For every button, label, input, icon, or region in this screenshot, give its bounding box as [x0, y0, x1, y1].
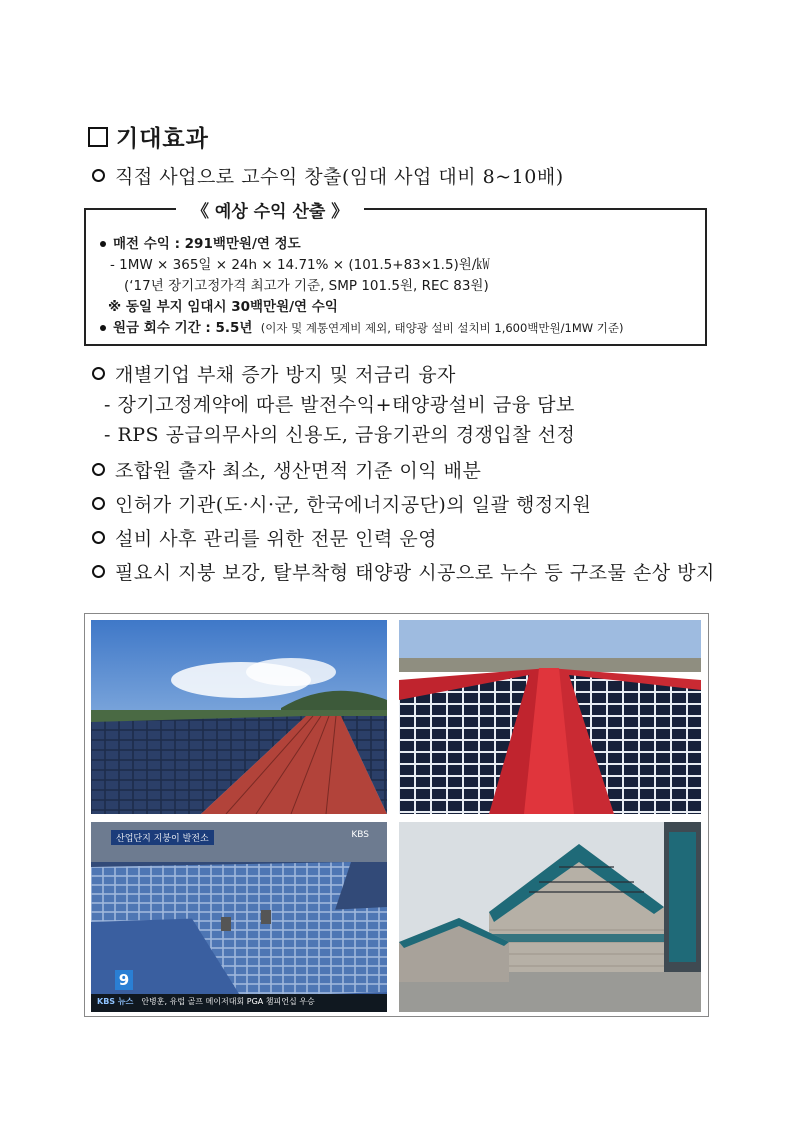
bullet-maintenance — [92, 524, 437, 551]
bullet-text: 직접 사업으로 고수익 창출(임대 사업 대비 8~10배) — [115, 166, 564, 188]
bullet-low-interest — [92, 360, 456, 387]
payback-note-text: (이자 및 계통연계비 제외, 태양광 설비 설치비 1,600백만원/1MW 기준) — [260, 321, 624, 335]
bullet-text: 설비 사후 관리를 위한 전문 인력 운영 — [115, 528, 438, 550]
dot-bullet-icon — [100, 241, 106, 247]
revenue-line-formula: - 1MW × 365일 × 24h × 14.71% × (101.5+83×1.5)원/㎾ — [110, 257, 490, 273]
circle-bullet-icon — [92, 565, 105, 578]
news-ticker-label: KBS 뉴스 — [97, 997, 134, 1006]
photo-red-roof-panels — [399, 620, 701, 814]
revenue-sales-text: 매전 수익 : 291백만원/연 정도 — [113, 236, 301, 252]
bullet-profit-share — [92, 456, 481, 483]
circle-bullet-icon — [92, 463, 105, 476]
photo-grid — [84, 613, 709, 1017]
sub-item-collateral: - 장기고정계약에 따른 발전수익+태양광설비 금융 담보 — [104, 394, 575, 416]
bullet-high-profit — [92, 162, 564, 189]
bullet-text: 필요시 지붕 보강, 탈부착형 태양광 시공으로 누수 등 구조물 손상 방지 — [115, 562, 715, 584]
sub-item-rps: - RPS 공급의무사의 신용도, 금융기관의 경쟁입찰 선정 — [104, 424, 576, 446]
photo-factory-building — [399, 822, 701, 1012]
revenue-box-title: 《 예상 수익 산출 》 — [176, 197, 364, 222]
payback-period-text: 원금 회수 기간 : 5.5년 — [113, 320, 253, 336]
revenue-line-lease: ※ 동일 부지 임대시 30백만원/연 수익 — [108, 299, 338, 315]
section-heading — [88, 120, 209, 153]
photo-news-screenshot — [91, 822, 387, 1012]
photo-solar-roof-sky — [91, 620, 387, 814]
circle-bullet-icon — [92, 531, 105, 544]
checkbox-icon — [88, 127, 108, 147]
revenue-line-basis: (‘17년 장기고정가격 최고가 기준, SMP 101.5원, REC 83원) — [124, 278, 489, 294]
revenue-box — [84, 202, 707, 346]
news-brand-logo: KBS — [351, 830, 369, 840]
circle-bullet-icon — [92, 497, 105, 510]
news-ticker — [97, 996, 315, 1007]
channel-number-badge: 9 — [115, 970, 133, 990]
section-heading-text: 기대효과 — [116, 126, 209, 152]
bullet-roof-reinforce — [92, 558, 715, 585]
dot-bullet-icon — [100, 325, 106, 331]
bullet-text: 인허가 기관(도·시·군, 한국에너지공단)의 일괄 행정지원 — [115, 494, 592, 516]
revenue-line-sales — [100, 232, 301, 252]
circle-bullet-icon — [92, 367, 105, 380]
circle-bullet-icon — [92, 169, 105, 182]
revenue-line-payback — [100, 316, 624, 336]
news-ticker-text: 안병훈, 유럽 골프 메이저대회 PGA 챔피언십 우승 — [141, 997, 315, 1006]
news-caption: 산업단지 지붕이 발전소 — [111, 830, 214, 845]
bullet-text: 조합원 출자 최소, 생산면적 기준 이익 배분 — [115, 460, 482, 482]
bullet-admin-support — [92, 490, 591, 517]
bullet-text: 개별기업 부채 증가 방지 및 저금리 융자 — [115, 364, 456, 386]
